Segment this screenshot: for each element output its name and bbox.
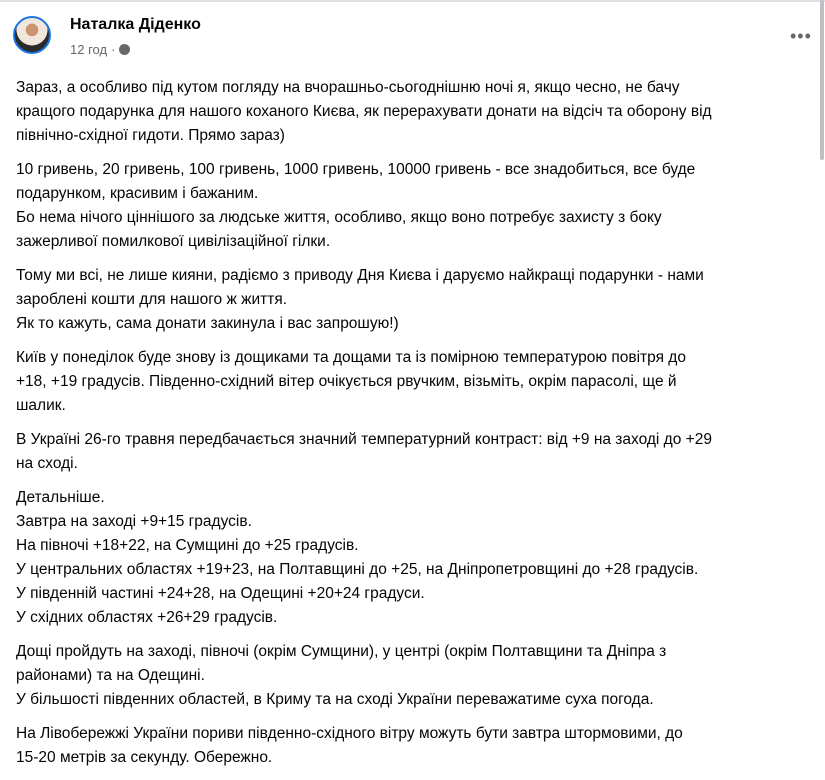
post-text-line: 10 гривень, 20 гривень, 100 гривень, 1000 гривень, 10000 гривень - все знадобиться, все буде — [16, 161, 696, 178]
post-text-line: зароблені кошти для нашого ж життя. — [16, 291, 288, 308]
post-text-line: Як то кажуть, сама донати закинула і вас запрошую!) — [16, 315, 399, 332]
post-paragraph — [16, 346, 816, 418]
post-text-line: зажерливої помилкової цивілізаційної гілки. — [16, 233, 331, 250]
post-paragraph — [16, 486, 816, 630]
post-paragraph — [16, 640, 816, 712]
author-name[interactable]: Наталка Діденко — [70, 16, 201, 33]
post-text-line: північно-східної гидоти. Прямо зараз) — [16, 127, 285, 144]
post-text-line: У південній частині +24+28, на Одещині +20+24 градуси. — [16, 585, 425, 602]
post-text-line: На півночі +18+22, на Сумщині до +25 градусів. — [16, 537, 359, 554]
post-text-line: шалик. — [16, 397, 66, 414]
post-text-line: Детальніше. — [16, 489, 105, 506]
post-text-line: подарунком, красивим і бажаним. — [16, 185, 259, 202]
post-body — [16, 76, 816, 780]
post-text-line: Зараз, а особливо під кутом погляду на вчорашньо-сьогоднішню ночі я, якщо чесно, не бачу — [16, 79, 680, 96]
post-text-line: В Україні 26-го травня передбачається значний температурний контраст: від +9 на заході до +29 — [16, 431, 712, 448]
post-paragraph — [16, 428, 816, 476]
more-options-button[interactable]: ••• — [790, 26, 812, 46]
post-text-line: районами) та на Одещині. — [16, 667, 205, 684]
post-paragraph — [16, 76, 816, 148]
post-meta — [70, 42, 130, 57]
scrollbar[interactable] — [820, 0, 824, 160]
post-text-line: У східних областях +26+29 градусів. — [16, 609, 278, 626]
post-text-line: на сході. — [16, 455, 78, 472]
post-paragraph — [16, 264, 816, 336]
post-text-line: 15-20 метрів за секунду. Обережно. — [16, 749, 273, 766]
post-text-line: +18, +19 градусів. Південно-східний вітер очікується рвучким, візьміть, окрім парасолі, ще й — [16, 373, 677, 390]
post-text-line: Завтра на заході +9+15 градусів. — [16, 513, 252, 530]
post-time[interactable]: 12 год — [70, 42, 108, 57]
globe-icon[interactable] — [119, 44, 130, 55]
post-text-line: Київ у понеділок буде знову із дощиками та дощами та із помірною температурою повітря до — [16, 349, 686, 366]
author-avatar[interactable] — [13, 16, 51, 54]
top-divider — [0, 0, 825, 2]
post-text-line: Бо нема нічого ціннішого за людське життя, особливо, якщо воно потребує захисту з боку — [16, 209, 662, 226]
post-paragraph — [16, 722, 816, 770]
post-text-line: Дощі пройдуть на заході, півночі (окрім Сумщини), у центрі (окрім Полтавщини та Дніпра з — [16, 643, 667, 660]
post-text-line: Тому ми всі, не лише кияни, радіємо з приводу Дня Києва і даруємо найкращі подарунки - нами — [16, 267, 704, 284]
post-text-line: На Лівобережжі України пориви південно-східного вітру можуть бути завтра штормовими, до — [16, 725, 683, 742]
post-text-line: кращого подарунка для нашого коханого Києва, як перерахувати донати на відсіч та оборону від — [16, 103, 712, 120]
post-paragraph — [16, 158, 816, 254]
post-text-line: У більшості південних областей, в Криму та на сході України переважатиме суха погода. — [16, 691, 654, 708]
post-text-line: У центральних областях +19+23, на Полтавщині до +25, на Дніпропетровщині до +28 градусів. — [16, 561, 699, 578]
meta-separator: · — [111, 42, 116, 57]
